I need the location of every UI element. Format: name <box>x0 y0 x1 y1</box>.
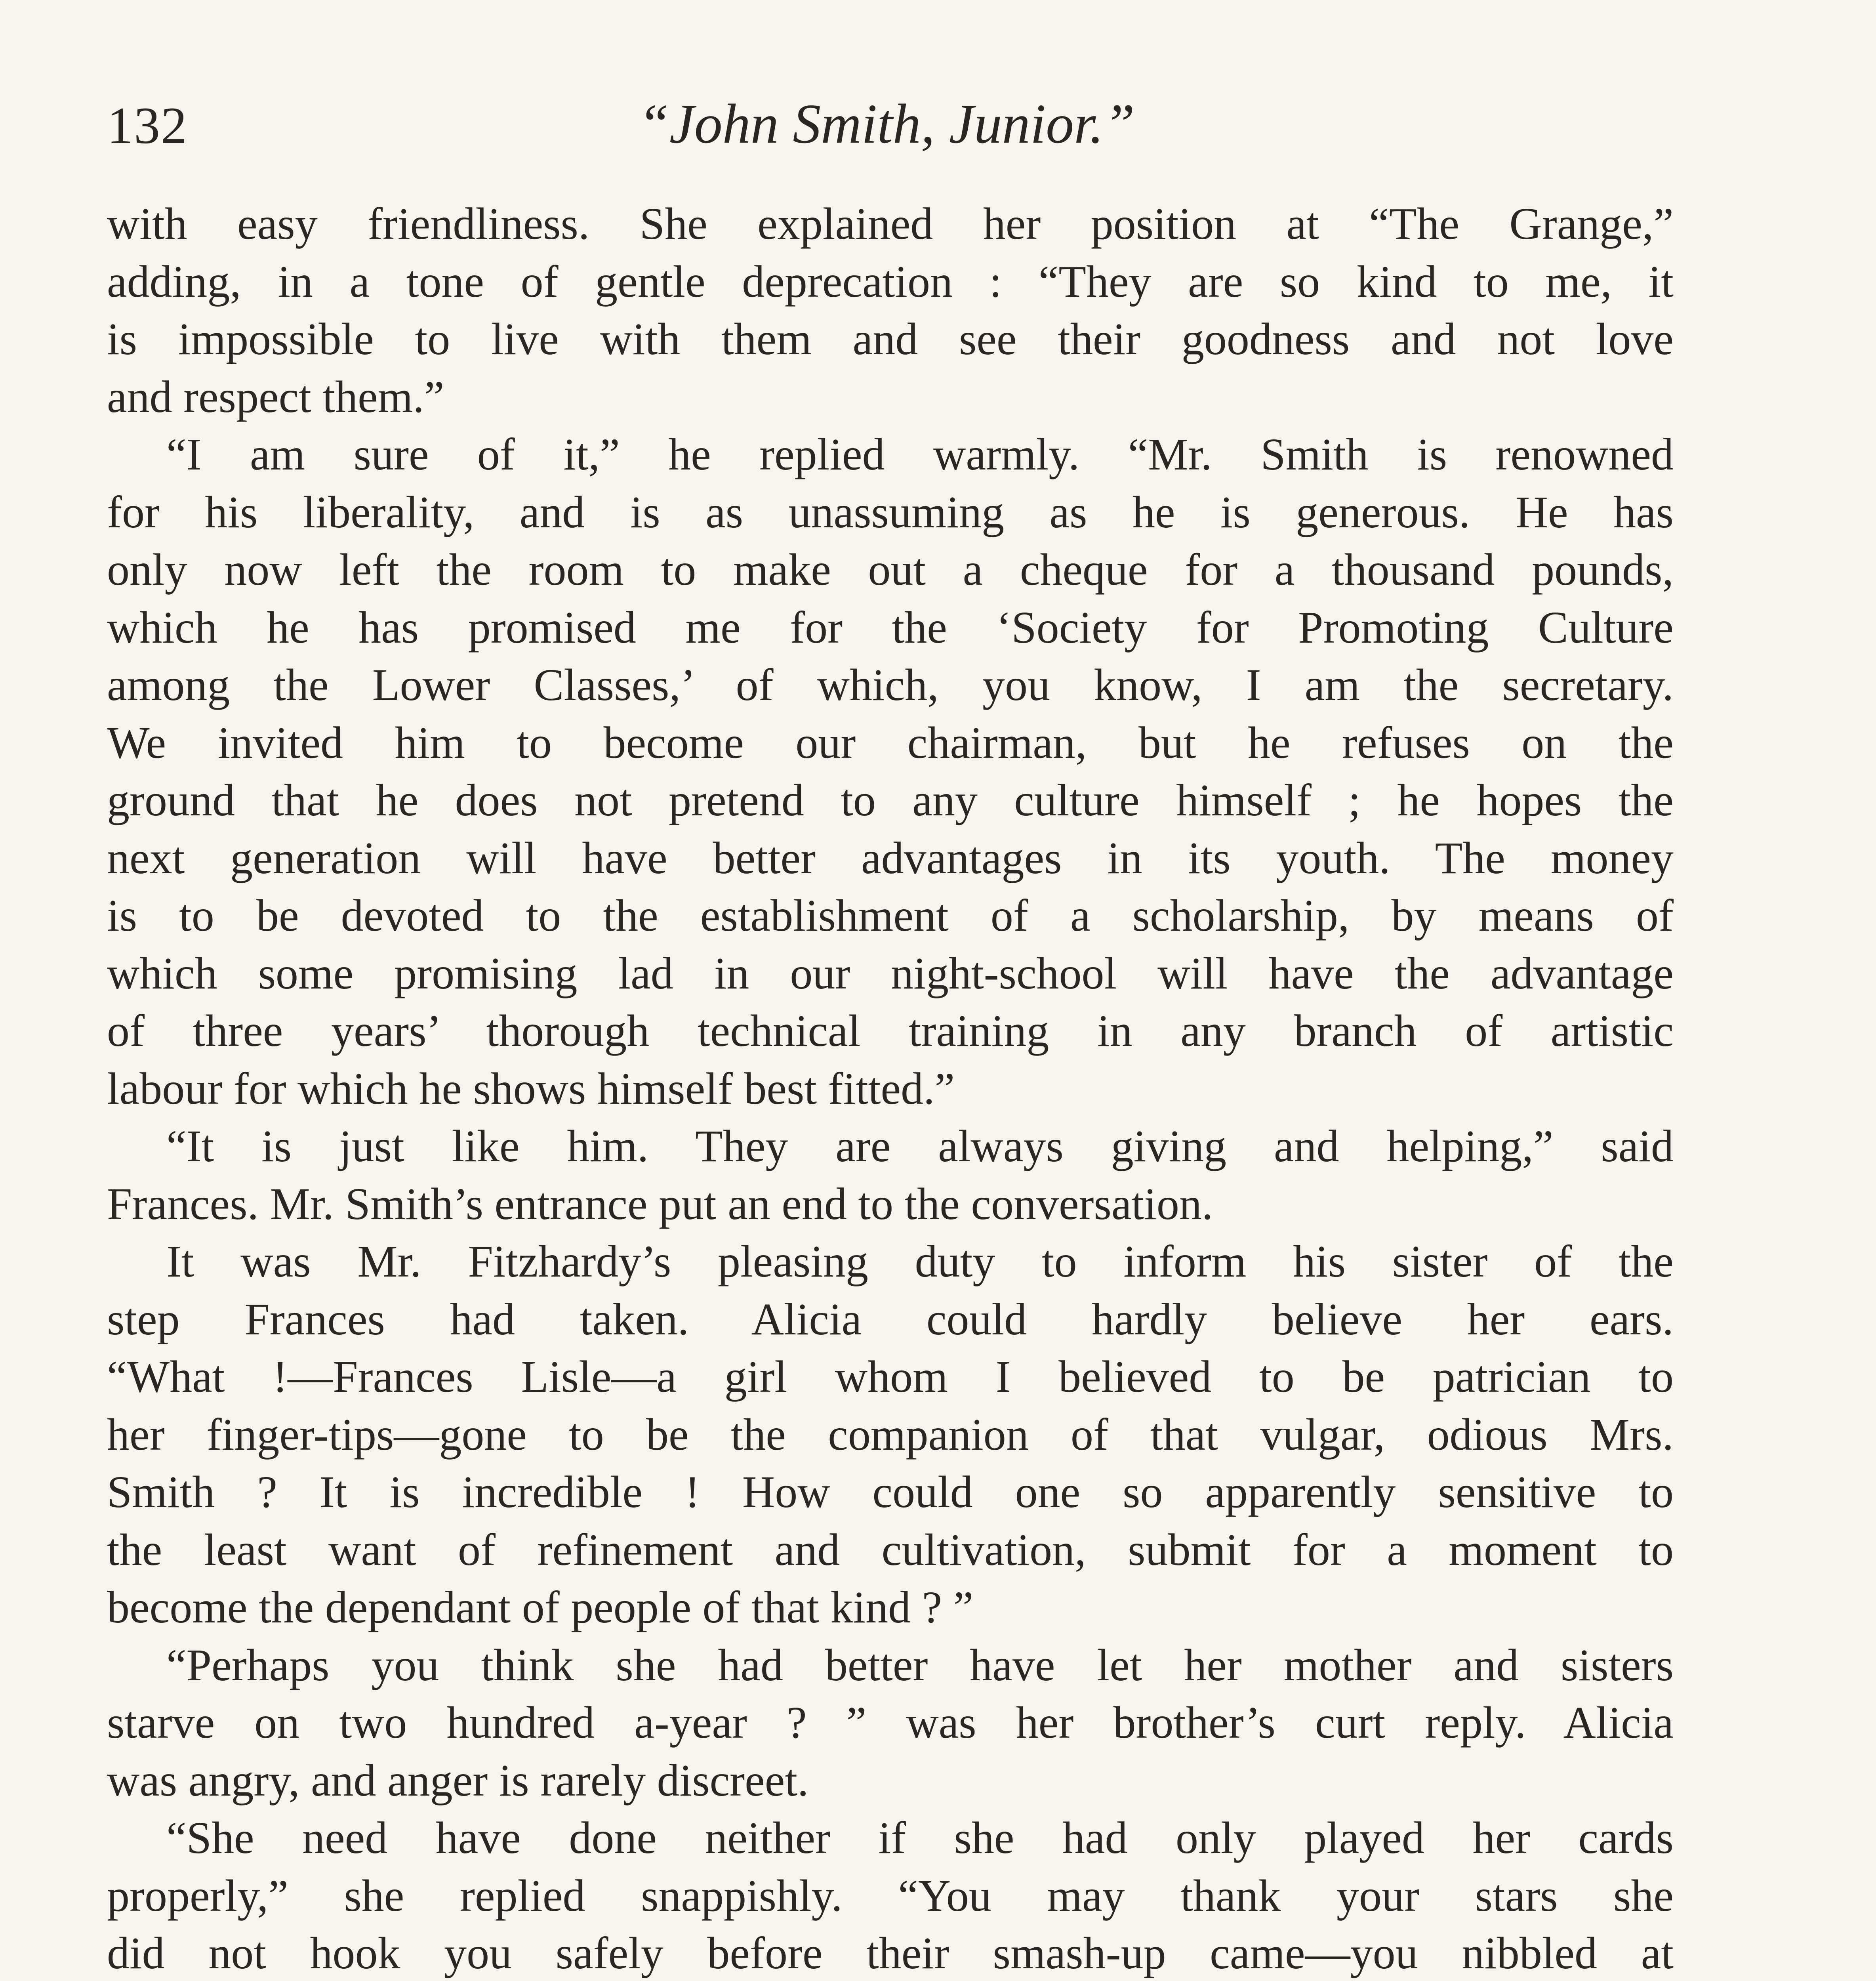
text-line: labour for which he shows himself best fitted.” <box>107 1063 955 1114</box>
text-line: ground that he does not pretend to any culture himself ; he hopes the <box>107 775 1674 825</box>
text-line: starve on two hundred a-year ? ” was her brother’s curt reply. Alicia <box>107 1697 1674 1748</box>
text-line: which he has promised me for the ‘Society for Promoting Culture <box>107 602 1674 653</box>
text-line: “What !—Frances Lisle—a girl whom I believed to be patrician to <box>107 1351 1674 1402</box>
running-title: “John Smith, Junior.” <box>638 92 1135 155</box>
text-line: her finger-tips—gone to be the companion of that vulgar, odious Mrs. <box>107 1409 1674 1460</box>
text-line: is to be devoted to the establishment of a scholarship, by means of <box>107 890 1674 941</box>
page-number: 132 <box>107 96 188 155</box>
text-line: We invited him to become our chairman, but he refuses on the <box>107 717 1674 768</box>
text-line: Smith ? It is incredible ! How could one so apparently sensitive to <box>107 1467 1674 1517</box>
text-line: “I am sure of it,” he replied warmly. “Mr. Smith is renowned <box>166 429 1674 479</box>
text-line: for his liberality, and is as unassuming as he is generous. He has <box>107 487 1674 537</box>
text-line: was angry, and anger is rarely discreet. <box>107 1755 809 1805</box>
body-text <box>107 195 1674 1981</box>
text-line: with easy friendliness. She explained her position at “The Grange,” <box>107 198 1674 249</box>
text-line: Frances. Mr. Smith’s entrance put an end to the conversation. <box>107 1178 1213 1229</box>
text-line: “Perhaps you think she had better have let her mother and sisters <box>166 1639 1674 1690</box>
text-line: of three years’ thorough technical training in any branch of artistic <box>107 1006 1674 1056</box>
text-line: next generation will have better advantages in its youth. The money <box>107 832 1674 883</box>
text-line: did not hook you safely before their smash-up came—you nibbled at <box>107 1928 1674 1978</box>
text-line: and respect them.” <box>107 371 444 422</box>
text-line: properly,” she replied snappishly. “You may thank your stars she <box>107 1870 1674 1921</box>
text-line: “She need have done neither if she had only played her cards <box>166 1813 1674 1863</box>
text-line: among the Lower Classes,’ of which, you know, I am the secretary. <box>107 660 1674 710</box>
text-line: step Frances had taken. Alicia could hardly believe her ears. <box>107 1294 1674 1344</box>
text-line: only now left the room to make out a cheque for a thousand pounds, <box>107 544 1674 595</box>
text-line: “It is just like him. They are always giving and helping,” said <box>166 1121 1674 1171</box>
page-header <box>107 91 1666 166</box>
text-line: which some promising lad in our night-school will have the advantage <box>107 948 1674 998</box>
text-line: is impossible to live with them and see their goodness and not love <box>107 314 1674 364</box>
text-line: adding, in a tone of gentle deprecation : “They are so kind to me, it <box>107 256 1674 307</box>
text-line: become the dependant of people of that kind ? ” <box>107 1582 974 1632</box>
text-line: It was Mr. Fitzhardy’s pleasing duty to inform his sister of the <box>166 1236 1674 1286</box>
text-line: the least want of refinement and cultivation, submit for a moment to <box>107 1524 1674 1575</box>
